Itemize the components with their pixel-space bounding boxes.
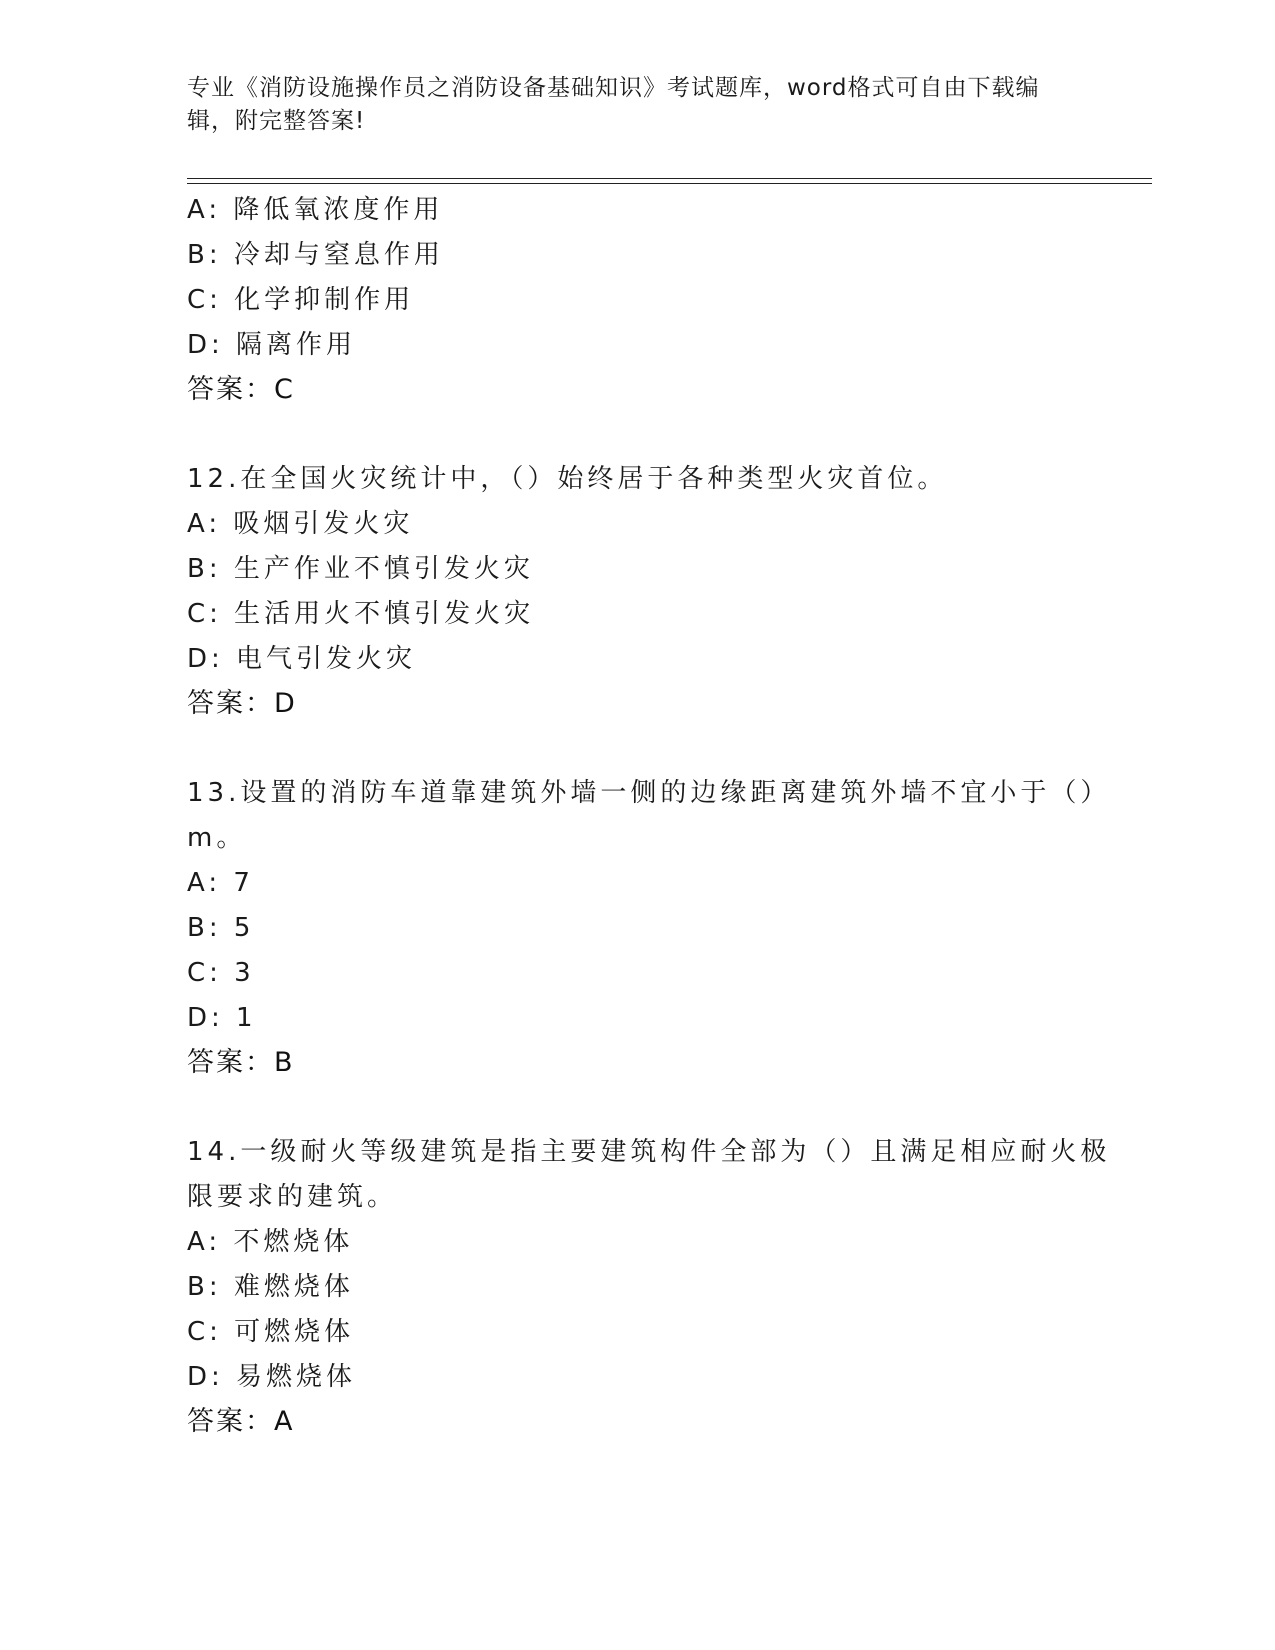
header-divider-bottom [187,183,1152,184]
q12-option-d: D: 电气引发火灾 [187,644,417,674]
q12-option-b: B: 生产作业不慎引发火灾 [187,554,534,584]
q14-question-line1: 14.一级耐火等级建筑是指主要建筑构件全部为（）且满足相应耐火极 [187,1137,1111,1167]
document-header: 专业《消防设施操作员之消防设备基础知识》考试题库，word格式可自由下载编辑，附完整答案! [187,75,1040,134]
q13-option-b: B: 5 [187,913,255,943]
q13-question-line1: 13.设置的消防车道靠建筑外墙一侧的边缘距离建筑外墙不宜小于（） [187,778,1111,808]
q13-option-a: A: 7 [187,868,254,898]
q11-option-d: D: 隔离作用 [187,330,357,360]
q13-answer: 答案：B [187,1047,295,1078]
q13-question-line2: m。 [187,823,247,853]
header-divider-top [187,178,1152,179]
q13-option-c: C: 3 [187,958,255,988]
q12-option-c: C: 生活用火不慎引发火灾 [187,599,535,629]
q14-question-line2: 限要求的建筑。 [187,1182,398,1212]
q14-option-b: B: 难燃烧体 [187,1272,354,1302]
q11-option-a: A: 降低氧浓度作用 [187,195,444,225]
q12-question: 12.在全国火灾统计中，（）始终居于各种类型火灾首位。 [187,464,948,494]
q14-answer: 答案：A [187,1406,295,1437]
q14-option-c: C: 可燃烧体 [187,1317,355,1347]
q11-answer: 答案：C [187,374,295,405]
q14-option-d: D: 易燃烧体 [187,1362,357,1392]
q11-option-b: B: 冷却与窒息作用 [187,240,444,270]
q13-option-d: D: 1 [187,1003,257,1033]
q12-option-a: A: 吸烟引发火灾 [187,509,414,539]
q14-option-a: A: 不燃烧体 [187,1227,354,1257]
q11-option-c: C: 化学抑制作用 [187,285,415,315]
q12-answer: 答案：D [187,688,297,719]
